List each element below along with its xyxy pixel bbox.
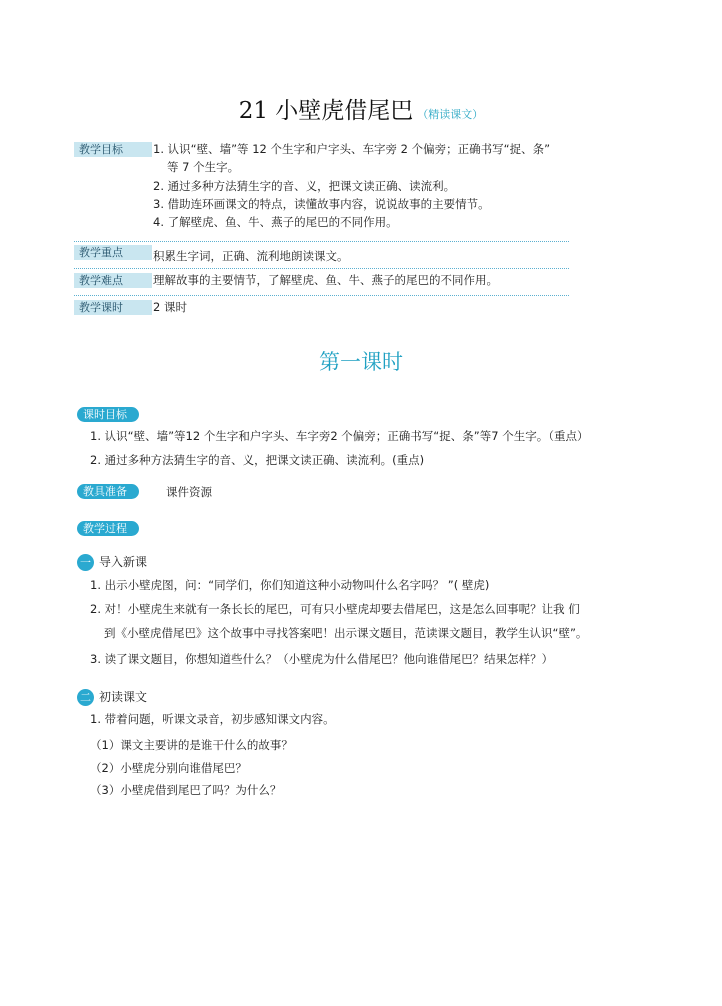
objective-line: 2. 通过多种方法猜生字的音、义，把课文读正确、读流利。(重点) (90, 453, 425, 467)
key-label: 教学重点 (74, 245, 152, 260)
section-line: （2）小壁虎分别向谁借尾巴？ (90, 761, 247, 775)
section-line: （3）小壁虎借到尾巴了吗？为什么？ (90, 783, 282, 797)
title-main: 21 小壁虎借尾巴 (238, 98, 414, 124)
section-line: 1. 带着问题，听课文录音，初步感知课文内容。 (90, 712, 335, 726)
divider (74, 268, 569, 269)
section-number: 二 (77, 689, 94, 706)
goal-line: 2. 通过多种方法猜生字的音、义，把课文读正确、读流利。 (153, 179, 456, 193)
objectives-label: 课时目标 (77, 407, 139, 422)
hours-text: 2 课时 (153, 300, 187, 314)
section-line: 2. 对！小壁虎生来就有一条长长的尾巴，可有只小壁虎却要去借尾巴，这是怎么回事呢？让我 们 (90, 602, 580, 616)
section-title: 初读课文 (99, 690, 148, 704)
goal-line: 1. 认识“壁、墙”等 12 个生字和户字头、车字旁 2 个偏旁；正确书写“捉、条” (153, 142, 551, 156)
goals-label: 教学目标 (74, 142, 152, 157)
page-title (0, 92, 722, 125)
objective-line: 1. 认识“壁、墙”等12 个生字和户字头、车字旁2 个偏旁；正确书写“捉、条”等7 个生字。（重点） (90, 429, 589, 443)
process-label: 教学过程 (77, 521, 139, 536)
divider (74, 241, 569, 242)
prep-text: 课件资源 (166, 485, 212, 499)
goal-line: 等 7 个生字。 (167, 160, 240, 174)
section-title: 导入新课 (99, 555, 148, 569)
difficult-label: 教学难点 (74, 273, 152, 288)
key-text: 积累生字词，正确、流利地朗读课文。 (153, 249, 349, 263)
section-line: 到《小壁虎借尾巴》这个故事中寻找答案吧！出示课文题目，范读课文题目，教学生认识“壁”。 (104, 626, 588, 640)
goal-line: 4. 了解壁虎、鱼、牛、燕子的尾巴的不同作用。 (153, 215, 398, 229)
section-number: 一 (77, 554, 94, 571)
divider (74, 295, 569, 296)
lesson-title: 第一课时 (319, 350, 403, 374)
section-line: 3. 读了课文题目，你想知道些什么？（小壁虎为什么借尾巴？他向谁借尾巴？结果怎样？） (90, 652, 554, 666)
difficult-text: 理解故事的主要情节，了解壁虎、鱼、牛、燕子的尾巴的不同作用。 (153, 273, 498, 287)
hours-label: 教学课时 (74, 300, 152, 315)
section-line: （1）课文主要讲的是谁干什么的故事？ (90, 738, 293, 752)
goal-line: 3. 借助连环画课文的特点，读懂故事内容，说说故事的主要情节。 (153, 197, 490, 211)
title-subtitle: （精读课文） (417, 108, 484, 121)
section-line: 1. 出示小壁虎图，问：“同学们，你们知道这种小动物叫什么名字吗？ ”( 壁虎) (90, 578, 490, 592)
prep-label: 教具准备 (77, 484, 139, 499)
